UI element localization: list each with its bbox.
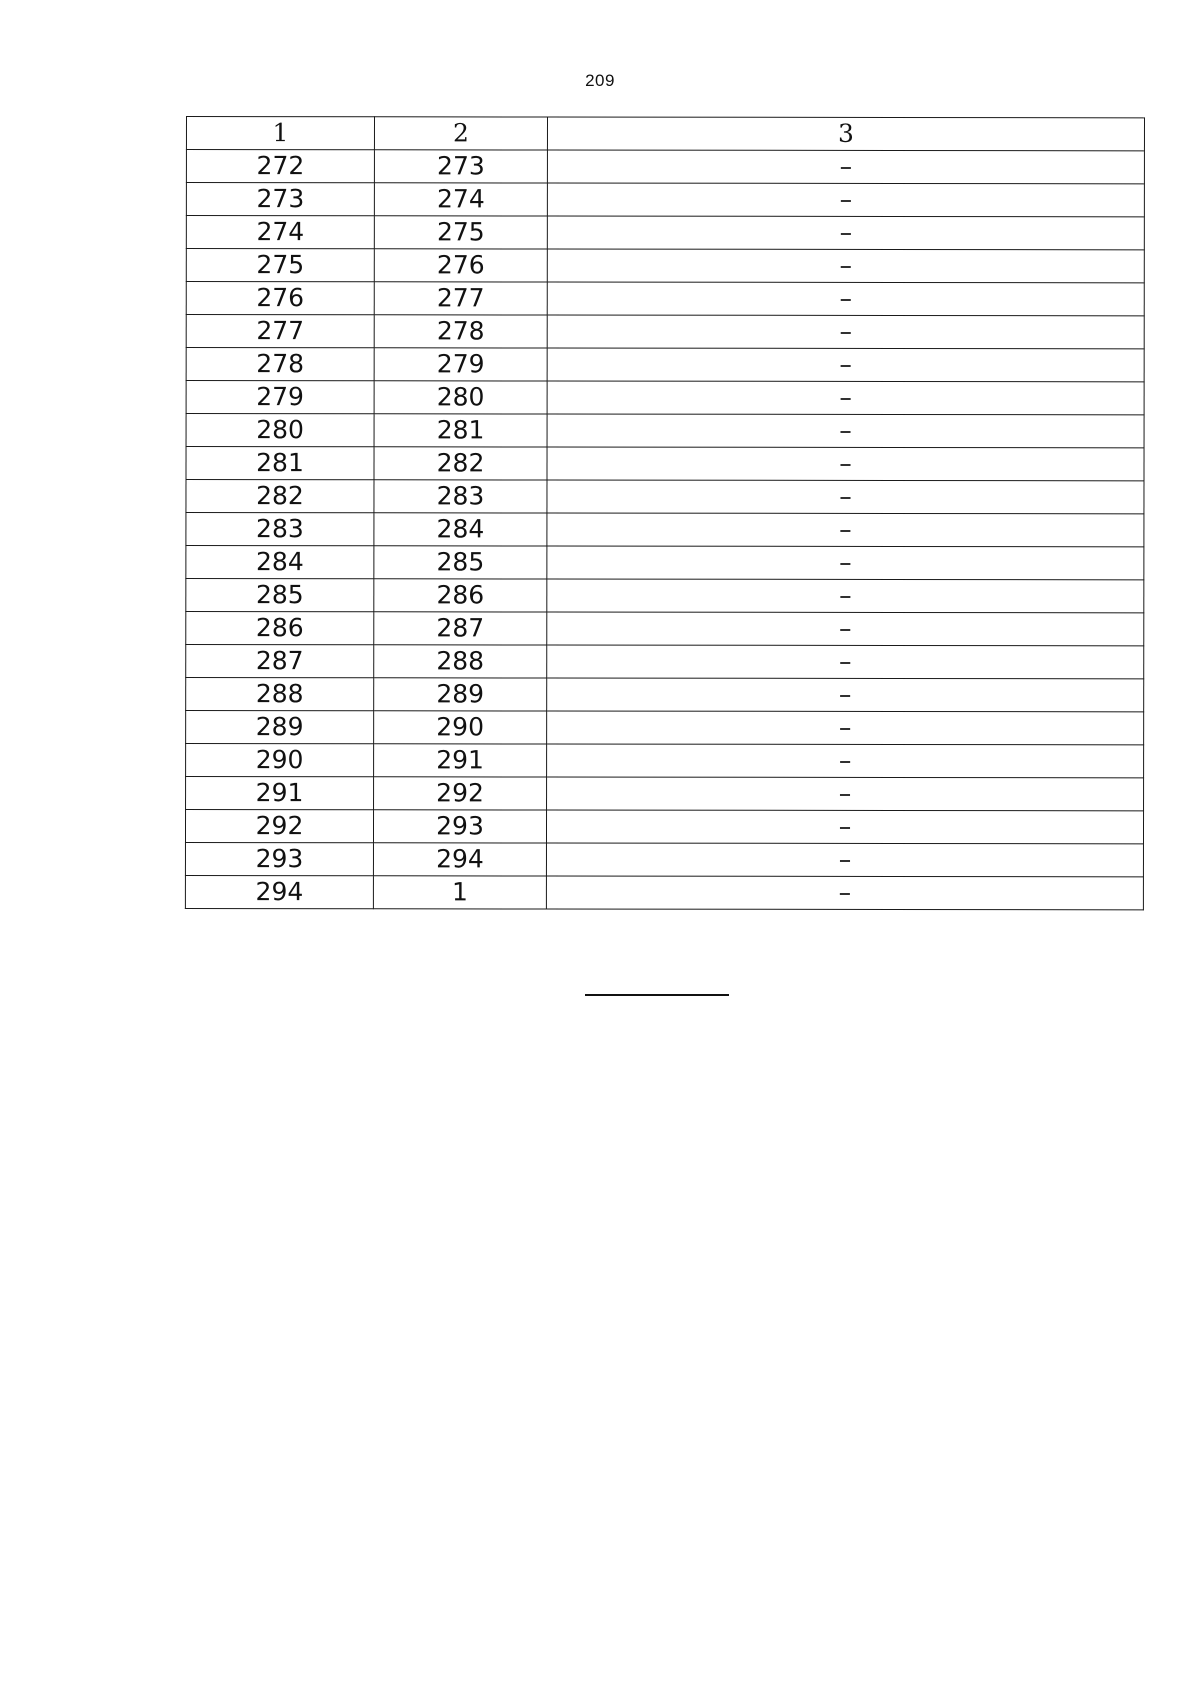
table-cell: – [547,414,1144,448]
column-header: 3 [547,117,1144,151]
table-cell: 294 [185,875,373,908]
table-cell: – [547,282,1144,316]
table-row [186,612,1144,646]
table-cell: – [547,777,1144,811]
table-cell: 286 [186,612,374,645]
table-cell: – [547,381,1144,415]
table-row [186,414,1144,448]
table-cell: – [547,744,1144,778]
table-cell: 285 [374,546,547,579]
table-row [186,348,1144,382]
table-cell: 283 [186,513,374,546]
table-row [186,645,1144,679]
table-row [186,777,1144,811]
table-cell: 287 [374,612,547,645]
table-row [186,678,1144,712]
column-header: 1 [186,117,374,150]
table-row [185,875,1143,909]
table-row [186,249,1144,283]
table-row [186,579,1144,613]
table-cell: 283 [374,480,547,513]
table-cell: – [547,579,1144,613]
table-cell: 292 [185,810,373,843]
table-cell: 281 [186,447,374,480]
table-cell: 273 [374,150,547,183]
table-cell: 290 [186,744,374,777]
table-cell: 276 [374,249,547,282]
table-cell: 280 [374,381,547,414]
table-cell: – [546,810,1143,844]
table-cell: 288 [186,678,374,711]
table-cell: – [547,447,1144,481]
table-cell: 284 [374,513,547,546]
table-cell: – [547,150,1144,184]
table-cell: – [547,183,1144,217]
table-cell: 288 [374,645,547,678]
table-cell: 293 [373,810,546,843]
table-cell: 280 [186,414,374,447]
end-rule [585,994,729,996]
table-row [186,447,1144,481]
table-cell: 276 [186,282,374,315]
table-row [186,513,1144,547]
table-cell: 293 [185,843,373,876]
table-cell: 277 [374,282,547,315]
table-cell: – [546,876,1143,910]
table-cell: 274 [374,183,547,216]
data-table [185,116,1145,910]
table-cell: 289 [374,678,547,711]
table-cell: 284 [186,546,374,579]
column-header: 2 [374,117,547,150]
table-cell: – [547,315,1144,349]
table-cell: 285 [186,579,374,612]
table-cell: 275 [374,216,547,249]
table-cell: 277 [186,315,374,348]
table-cell: 286 [374,579,547,612]
table-cell: 282 [374,447,547,480]
table-header [186,117,1144,151]
table-cell: 272 [186,150,374,183]
table-row [186,315,1144,349]
table-cell: 290 [374,711,547,744]
table-cell: 274 [186,216,374,249]
table-cell: 282 [186,480,374,513]
table-cell: – [547,546,1144,580]
table-row [186,282,1144,316]
page-number: 209 [585,71,615,90]
table-row [186,744,1144,778]
table-cell: 291 [374,744,547,777]
table-row [185,810,1143,844]
table-row [186,150,1144,184]
table-body [185,150,1144,910]
table-cell: 292 [374,777,547,810]
table-cell: 279 [374,348,547,381]
table-cell: – [547,711,1144,745]
table-cell: 294 [373,843,546,876]
table-cell: – [547,249,1144,283]
table-row [186,711,1144,745]
table-cell: 278 [186,348,374,381]
table-cell: 275 [186,249,374,282]
table-cell: 1 [373,876,546,909]
table-row [186,480,1144,514]
table-cell: 289 [186,711,374,744]
table-row [185,843,1143,877]
table-row [186,546,1144,580]
table-cell: – [547,480,1144,514]
table-cell: – [547,645,1144,679]
table-cell: – [546,843,1143,877]
table-row [186,216,1144,250]
table-row [186,183,1144,217]
table-cell: 287 [186,645,374,678]
header-row [186,117,1144,151]
table-row [186,381,1144,415]
table-cell: – [547,216,1144,250]
table-cell: 279 [186,381,374,414]
table-cell: 278 [374,315,547,348]
table-cell: – [547,678,1144,712]
table-cell: 273 [186,183,374,216]
table-cell: 281 [374,414,547,447]
table-cell: 291 [186,777,374,810]
table-cell: – [547,612,1144,646]
table-cell: – [547,348,1144,382]
table-cell: – [547,513,1144,547]
